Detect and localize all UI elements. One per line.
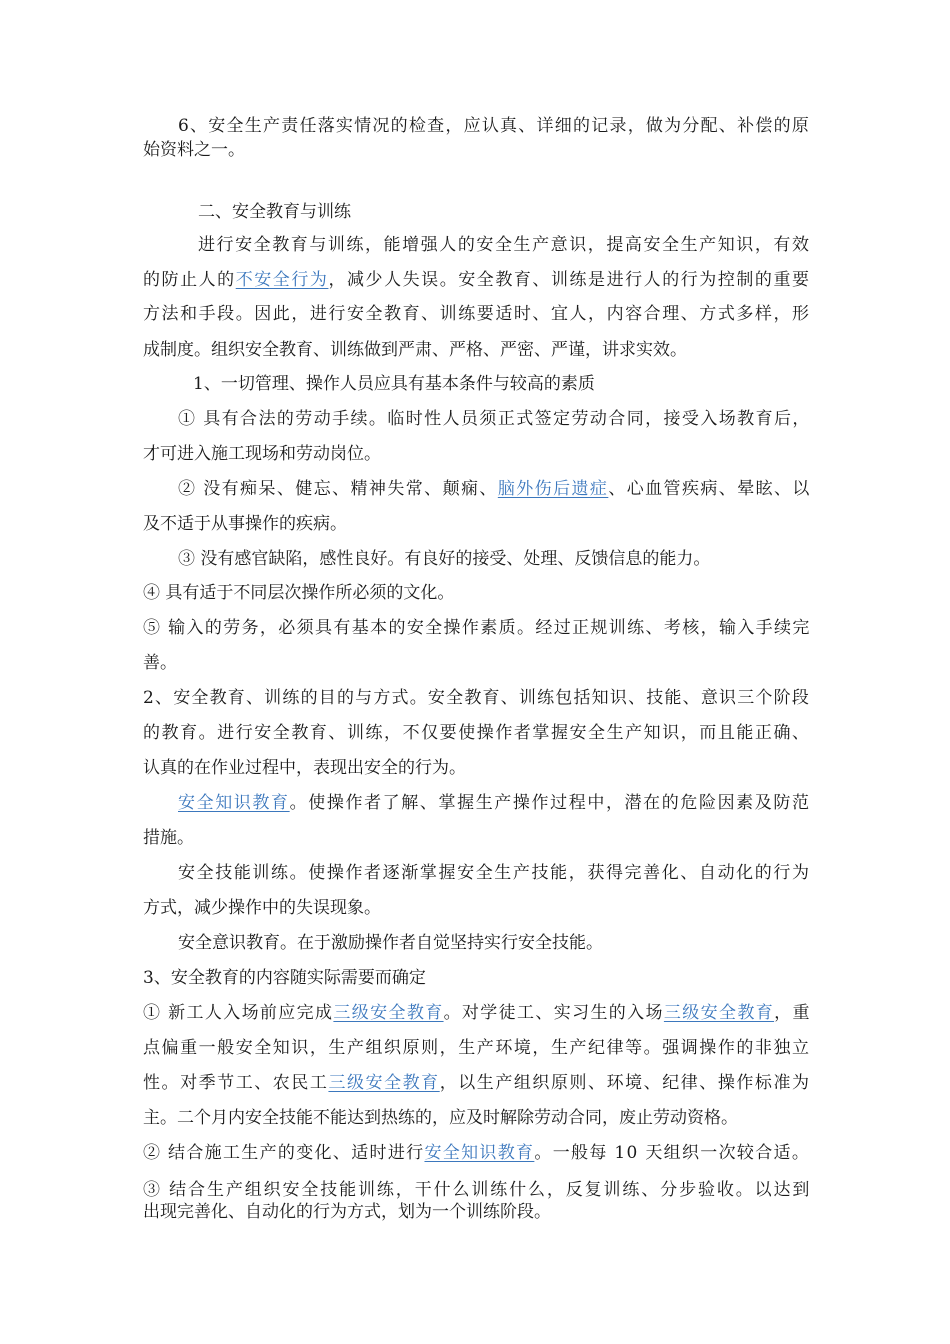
text-line bbox=[143, 442, 381, 466]
text-run: 方式，减少操作中的失误现象。 bbox=[143, 898, 381, 918]
text-line bbox=[143, 826, 194, 850]
text-run: ② 没有痴呆、健忘、精神失常、颠痫、 bbox=[178, 479, 498, 499]
text-run: ② 结合施工生产的变化、适时进行 bbox=[143, 1143, 425, 1163]
text-run: ③ 结合生产组织安全技能训练，干什么训练什么，反复训练、分步验收。以达到 bbox=[143, 1180, 812, 1200]
text-run: 安全意识教育。在于激励操作者自觉坚持实行安全技能。 bbox=[178, 933, 603, 953]
text-line bbox=[143, 1001, 811, 1025]
text-run: ，以生产组织原则、环境、纪律、操作标准为 bbox=[439, 1073, 811, 1093]
text-line bbox=[198, 233, 811, 257]
hyperlink[interactable]: 三级安全教育 bbox=[663, 1003, 775, 1023]
text-run: 安全技能训练。使操作者逐渐掌握安全生产技能，获得完善化、自动化的行为 bbox=[178, 863, 811, 883]
text-line bbox=[143, 721, 811, 745]
text-run: ③ 没有感官缺陷，感性良好。有良好的接受、处理、反馈信息的能力。 bbox=[178, 549, 711, 569]
text-line bbox=[143, 302, 811, 326]
text-run: ⑤ 输入的劳务，必须具有基本的安全操作素质。经过正规训练、考核，输入手续完 bbox=[143, 618, 811, 638]
text-line bbox=[178, 114, 810, 138]
text-run: 始资料之一。 bbox=[143, 140, 245, 160]
text-run: 主。二个月内安全技能不能达到热练的，应及时解除劳动合同，废止劳动资格。 bbox=[143, 1108, 738, 1128]
text-run: 。对学徒工、实习生的入场 bbox=[443, 1003, 664, 1023]
text-run: ，重 bbox=[774, 1003, 811, 1023]
text-run: 才可进入施工现场和劳动岗位。 bbox=[143, 444, 381, 464]
text-line bbox=[143, 966, 426, 990]
hyperlink[interactable]: 三级安全教育 bbox=[328, 1073, 440, 1093]
text-run: 。使操作者了解、掌握生产操作过程中，潜在的危险因素及防范 bbox=[289, 793, 811, 813]
text-line bbox=[143, 581, 454, 605]
hyperlink[interactable]: 脑外伤后遗症 bbox=[497, 479, 609, 499]
text-line bbox=[143, 1200, 551, 1224]
text-line bbox=[143, 616, 811, 640]
text-run: 出现完善化、自动化的行为方式，划为一个训练阶段。 bbox=[143, 1202, 551, 1222]
text-run: 6、安全生产责任落实情况的检查，应认真、详细的记录，做为分配、补偿的原 bbox=[178, 116, 811, 136]
text-line bbox=[143, 1106, 738, 1130]
text-line bbox=[178, 407, 811, 431]
text-line bbox=[143, 1036, 811, 1060]
text-run: 。一般每 10 天组织一次较合适。 bbox=[534, 1143, 811, 1163]
text-run: 进行安全教育与训练，能增强人的安全生产意识，提高安全生产知识，有效 bbox=[198, 235, 811, 255]
text-run: 2、安全教育、训练的目的与方式。安全教育、训练包括知识、技能、意识三个阶段 bbox=[143, 688, 811, 708]
text-run: 的教育。进行安全教育、训练，不仅要使操作者掌握安全生产知识，而且能正确、 bbox=[143, 723, 811, 743]
hyperlink[interactable]: 安全知识教育 bbox=[178, 793, 290, 813]
text-line bbox=[143, 268, 811, 292]
text-run: 3、安全教育的内容随实际需要而确定 bbox=[143, 968, 426, 988]
text-line bbox=[178, 861, 811, 885]
text-run: 及不适于从事操作的疾病。 bbox=[143, 514, 347, 534]
text-run: ① 新工人入场前应完成 bbox=[143, 1003, 334, 1023]
text-line bbox=[193, 372, 595, 396]
hyperlink[interactable]: 不安全行为 bbox=[235, 270, 329, 290]
text-run: 的防止人的 bbox=[143, 270, 236, 290]
text-line bbox=[143, 686, 810, 710]
text-run: ④ 具有适于不同层次操作所必须的文化。 bbox=[143, 583, 455, 603]
text-line bbox=[143, 1141, 810, 1165]
text-run: 、心血管疾病、晕眩、以 bbox=[608, 479, 811, 499]
text-run: 二、安全教育与训练 bbox=[198, 202, 351, 222]
hyperlink[interactable]: 三级安全教育 bbox=[333, 1003, 444, 1023]
text-run: 善。 bbox=[143, 653, 177, 673]
text-run: 成制度。组织安全教育、训练做到严肃、严格、严密、严谨，讲求实效。 bbox=[143, 340, 687, 360]
text-line bbox=[143, 896, 381, 920]
text-line bbox=[178, 931, 603, 955]
hyperlink[interactable]: 安全知识教育 bbox=[424, 1143, 535, 1163]
text-line bbox=[143, 1178, 811, 1202]
text-run: 点偏重一般安全知识，生产组织原则，生产环境，生产纪律等。强调操作的非独立 bbox=[143, 1038, 811, 1058]
text-line bbox=[143, 338, 687, 362]
text-run: 1、一切管理、操作人员应具有基本条件与较高的素质 bbox=[193, 374, 595, 394]
text-run: 方法和手段。因此，进行安全教育、训练要适时、宜人，内容合理、方式多样，形 bbox=[143, 304, 811, 324]
text-line bbox=[143, 138, 245, 162]
text-line bbox=[143, 1071, 811, 1095]
text-line bbox=[178, 547, 710, 571]
text-line bbox=[178, 791, 811, 815]
text-line bbox=[198, 200, 351, 224]
text-line bbox=[143, 756, 466, 780]
text-line bbox=[178, 477, 811, 501]
text-run: 认真的在作业过程中，表现出安全的行为。 bbox=[143, 758, 466, 778]
text-line bbox=[143, 512, 347, 536]
text-run: ① 具有合法的劳动手续。临时性人员须正式签定劳动合同，接受入场教育后， bbox=[178, 409, 811, 429]
text-run: ，减少人失误。安全教育、训练是进行人的行为控制的重要 bbox=[328, 270, 811, 290]
text-run: 措施。 bbox=[143, 828, 194, 848]
text-line bbox=[143, 651, 177, 675]
text-run: 性。对季节工、农民工 bbox=[143, 1073, 329, 1093]
